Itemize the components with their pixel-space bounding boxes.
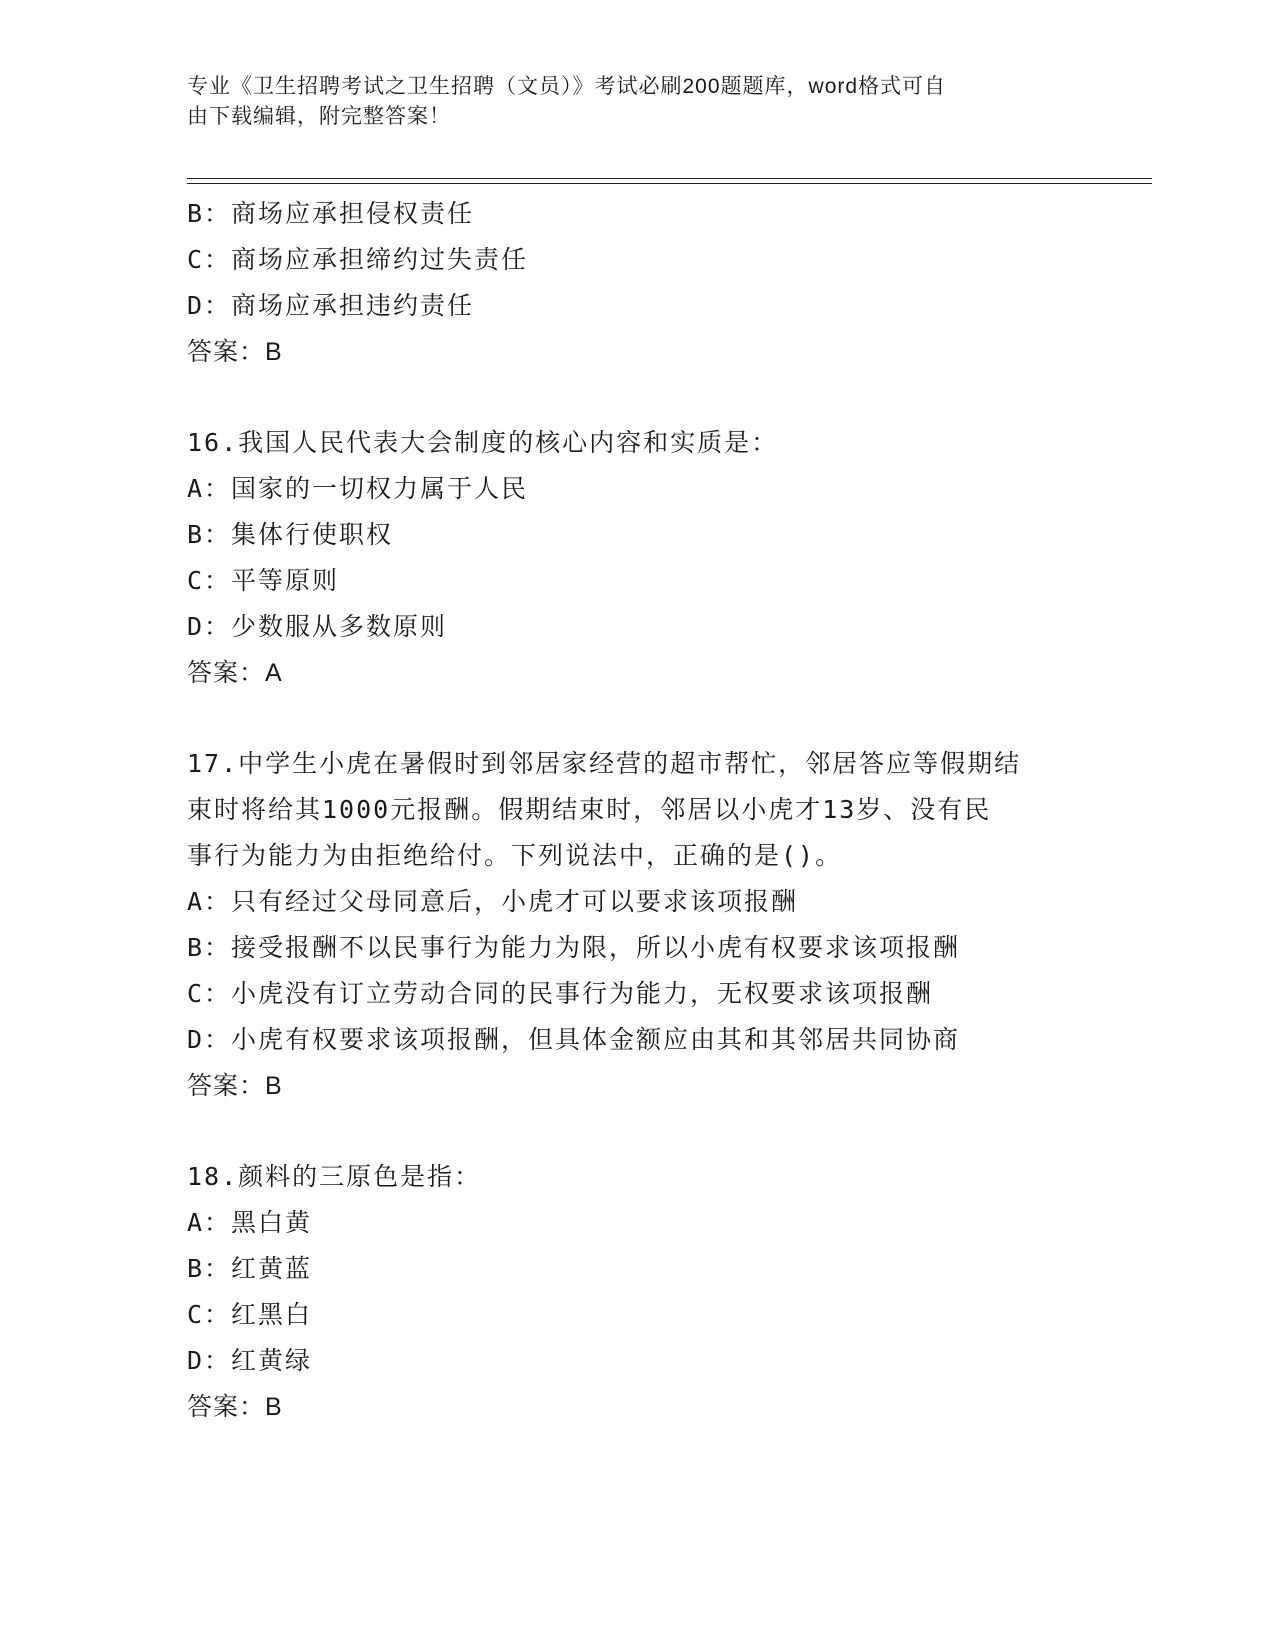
option-b: B：集体行使职权 — [187, 520, 394, 549]
option-c: C：红黑白 — [187, 1300, 313, 1329]
question-stem — [187, 420, 1087, 466]
header-divider-top — [187, 178, 1152, 179]
question-stem — [187, 1154, 1087, 1200]
option-c: C：商场应承担缔约过失责任 — [187, 245, 529, 274]
answer-line: 答案：B — [187, 1393, 283, 1421]
option-d: D：小虎有权要求该项报酬，但具体金额应由其和其邻居共同协商 — [187, 1025, 961, 1054]
option-b: B：接受报酬不以民事行为能力为限，所以小虎有权要求该项报酬 — [187, 933, 961, 962]
question-list — [187, 191, 1087, 1430]
option-b: B：商场应承担侵权责任 — [187, 199, 475, 228]
question-stem-line: 16.我国人民代表大会制度的核心内容和实质是： — [187, 428, 779, 457]
question-stem-line: 18.颜料的三原色是指： — [187, 1162, 482, 1191]
option-a: A：黑白黄 — [187, 1208, 313, 1237]
option-c: C：小虎没有订立劳动合同的民事行为能力，无权要求该项报酬 — [187, 979, 934, 1008]
question-stem — [187, 741, 1087, 879]
option-a: A：只有经过父母同意后，小虎才可以要求该项报酬 — [187, 887, 799, 916]
header-line: 由下载编辑，附完整答案！ — [187, 105, 451, 128]
document-header — [187, 72, 1067, 132]
question-stem-line: 事行为能力为由拒绝给付。下列说法中，正确的是()。 — [187, 841, 843, 870]
question-block-16 — [187, 420, 1087, 696]
header-line: 专业《卫生招聘考试之卫生招聘（文员）》考试必刷200题题库，word格式可自 — [187, 75, 947, 98]
option-d: D：商场应承担违约责任 — [187, 291, 475, 320]
answer-line: 答案：B — [187, 1072, 283, 1100]
option-d: D：少数服从多数原则 — [187, 612, 448, 641]
option-d: D：红黄绿 — [187, 1346, 313, 1375]
option-b: B：红黄蓝 — [187, 1254, 313, 1283]
question-block-17 — [187, 741, 1087, 1109]
question-stem-line: 17.中学生小虎在暑假时到邻居家经营的超市帮忙，邻居答应等假期结 — [187, 749, 1022, 778]
option-c: C：平等原则 — [187, 566, 340, 595]
question-stem-line: 束时将给其1000元报酬。假期结束时，邻居以小虎才13岁、没有民 — [187, 795, 992, 824]
answer-line: 答案：A — [187, 659, 283, 687]
question-block-18 — [187, 1154, 1087, 1430]
header-divider-bottom — [187, 183, 1152, 184]
option-a: A：国家的一切权力属于人民 — [187, 474, 529, 503]
answer-line: 答案：B — [187, 338, 283, 366]
question-block-15 — [187, 191, 1087, 375]
